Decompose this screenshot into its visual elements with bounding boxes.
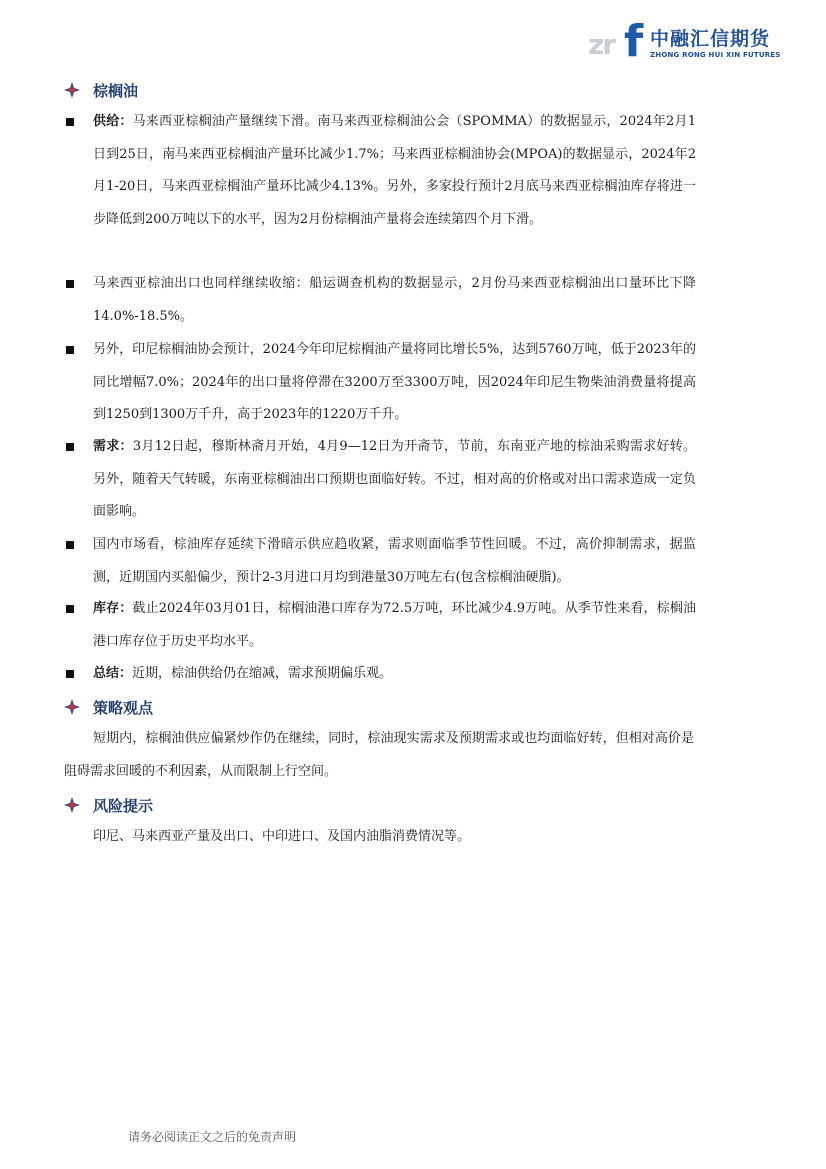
disclaimer-footer: 请务必阅读正文之后的免责声明 xyxy=(128,1130,297,1144)
paragraph-label: 需求： xyxy=(93,439,133,454)
paragraph-text: 近期，棕油供给仍在缩减，需求预期偏乐观。 xyxy=(132,666,393,681)
square-bullet-icon xyxy=(66,443,74,451)
diamond-bullet-icon xyxy=(64,82,80,98)
paragraph-label: 供给： xyxy=(93,114,133,129)
paragraph-summary xyxy=(64,658,696,691)
paragraph-text: 国内市场看，棕油库存延续下滑暗示供应趋收紧，需求则面临季节性回暖。不过，高价抑制需求，据监测，近期国内买船偏少，预计2-3月进口月均到港量30万吨左右(包含棕榈油硬脂)。 xyxy=(93,537,696,585)
section-title: 棕榈油 xyxy=(93,82,139,100)
paragraph-demand xyxy=(64,431,696,529)
diamond-bullet-icon xyxy=(64,699,80,715)
square-bullet-icon xyxy=(66,670,74,678)
risk-text: 印尼、马来西亚产量及出口、中印进口、及国内油脂消费情况等。 xyxy=(93,829,471,844)
paragraph-text: 截止2024年03月01日，棕榈油港口库存为72.5万吨，环比减少4.9万吨。从季节性来看，棕榈油港口库存位于历史平均水平。 xyxy=(93,601,696,649)
section-title: 风险提示 xyxy=(93,797,154,815)
paragraph-text: 另外，印尼棕榈油协会预计，2024今年印尼棕榈油产量将同比增长5%，达到5760万吨，低于2023年的同比增幅7.0%；2024年的出口量将停滞在3200万至3300万吨，因2024年印尼生物柴油消费量将提高到1250到1300万千升，高于2023年的1220万千升。 xyxy=(93,342,696,422)
paragraph-indonesia xyxy=(64,334,696,432)
paragraph-export xyxy=(64,268,696,333)
paragraph-label: 库存： xyxy=(93,601,133,616)
square-bullet-icon xyxy=(66,280,74,288)
company-logo xyxy=(588,16,781,67)
section-title: 策略观点 xyxy=(93,699,154,717)
paragraph-text: 马来西亚棕油出口也同样继续收缩：船运调查机构的数据显示，2月份马来西亚棕榈油出口量环比下降14.0%-18.5%。 xyxy=(93,276,696,324)
logo-mark-left: zr xyxy=(588,28,615,61)
paragraph-domestic xyxy=(64,529,696,594)
square-bullet-icon xyxy=(66,541,74,549)
logo-name-cn: 中融汇信期货 xyxy=(650,28,771,50)
strategy-text: 短期内，棕榈油供应偏紧炒作仍在继续，同时，棕油现实需求及预期需求或也均面临好转，但相对高价是阻碍需求回暖的不利因素，从而限制上行空间。 xyxy=(64,731,694,779)
paragraph-text: 3月12日起，穆斯林斋月开始，4月9—12日为开斋节，节前，东南亚产地的棕油采购需求好转。另外，随着天气转暖，东南亚棕榈油出口预期也面临好转。不过，相对高的价格或对出口需求造成一定负面影响。 xyxy=(93,439,696,519)
logo-mark-right: f xyxy=(624,16,644,67)
paragraph-text: 马来西亚棕榈油产量继续下滑。南马来西亚棕榈油公会（SPOMMA）的数据显示，2024年2月1日到25日，南马来西亚棕榈油产量环比减少1.7%；马来西亚棕榈油协会(MPOA)的数据显示，2024年2月1-20日，马来西亚棕榈油产量环比减少4.13%。另外，多家投行预计2月底马来西亚棕榈油库存将进一步降低到200万吨以下的水平，因为2月份棕榈油产量将会连续第四个月下滑。 xyxy=(93,114,696,227)
square-bullet-icon xyxy=(66,605,74,613)
logo-name-en: ZHONG RONG HUI XIN FUTURES xyxy=(650,51,781,59)
paragraph-inventory xyxy=(64,593,696,658)
square-bullet-icon xyxy=(66,118,74,126)
square-bullet-icon xyxy=(66,346,74,354)
paragraph-supply xyxy=(64,106,696,236)
paragraph-label: 总结： xyxy=(93,666,133,681)
diamond-bullet-icon xyxy=(64,797,80,813)
